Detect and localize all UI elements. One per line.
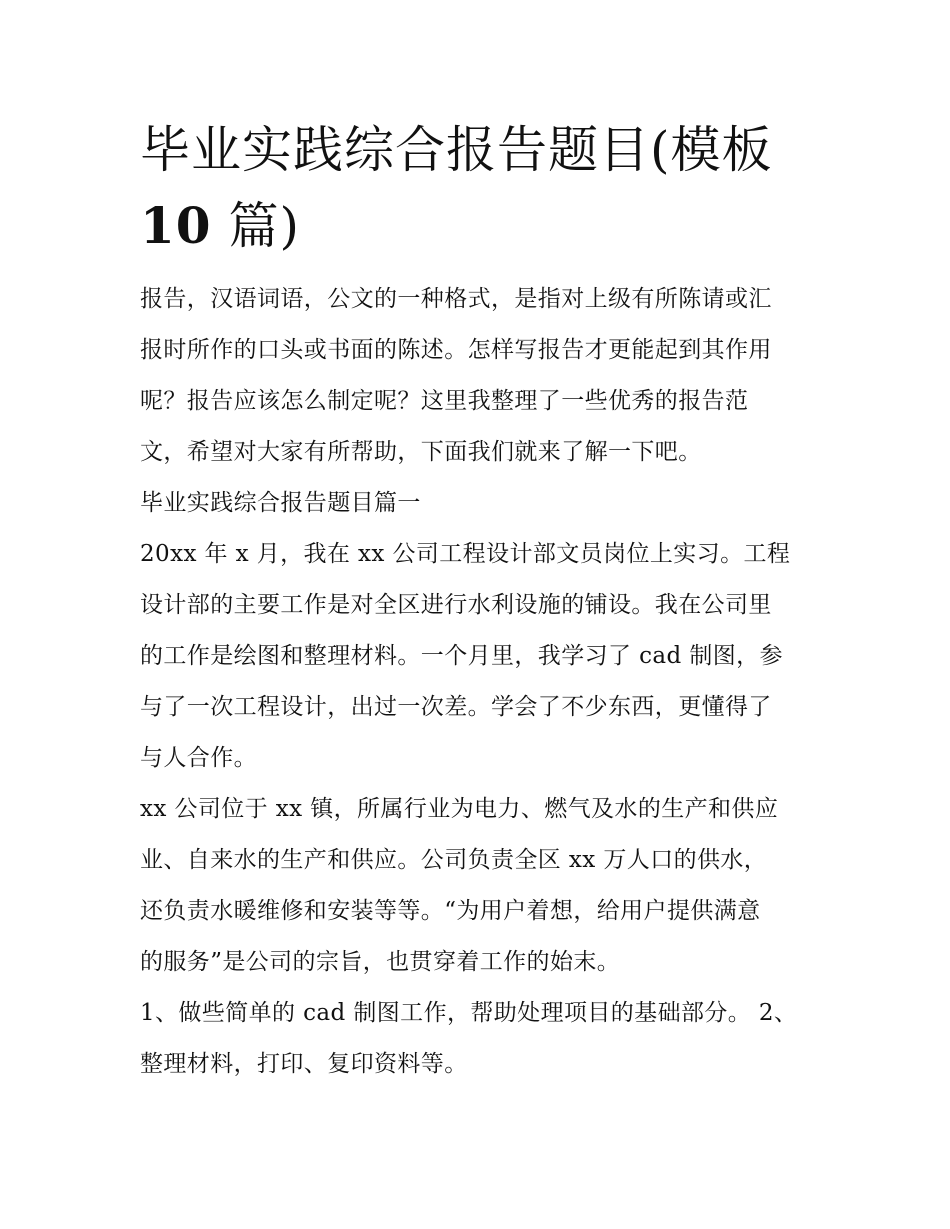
paragraph-line: 还负责水暖维修和安装等等。“为用户着想，给用户提供满意 bbox=[140, 898, 761, 924]
paragraph-line: 20xx 年 x 月，我在 xx 公司工程设计部文员岗位上实习。工程 bbox=[140, 541, 791, 567]
paragraph-2 bbox=[140, 784, 820, 988]
document-title bbox=[140, 112, 820, 264]
paragraph-line: 的服务”是公司的宗旨，也贯穿着工作的始末。 bbox=[140, 949, 621, 975]
title-line-2-rest: 篇) bbox=[211, 197, 300, 255]
paragraph-line: 业、自来水的生产和供应。公司负责全区 xx 万人口的供水， bbox=[140, 847, 768, 873]
paragraph-line: 的工作是绘图和整理材料。一个月里，我学习了 cad 制图，参 bbox=[140, 643, 783, 669]
paragraph-line: 整理材料，打印、复印资料等。 bbox=[140, 1051, 468, 1077]
paragraph-line: 与人合作。 bbox=[140, 745, 257, 771]
paragraph-3 bbox=[140, 988, 820, 1090]
intro-paragraph bbox=[140, 274, 820, 478]
paragraph-line: 与了一次工程设计，出过一次差。学会了不少东西，更懂得了 bbox=[140, 694, 772, 720]
paragraph-line: 设计部的主要工作是对全区进行水利设施的铺设。我在公司里 bbox=[140, 592, 772, 618]
intro-line: 文，希望对大家有所帮助，下面我们就来了解一下吧。 bbox=[140, 439, 702, 465]
title-line-1: 毕业实践综合报告题目(模板 bbox=[140, 121, 773, 179]
paragraph-line: 1、做些简单的 cad 制图工作，帮助处理项目的基础部分。 2、 bbox=[140, 1000, 798, 1026]
paragraph-line: xx 公司位于 xx 镇，所属行业为电力、燃气及水的生产和供应 bbox=[140, 796, 779, 822]
intro-line: 呢？报告应该怎么制定呢？这里我整理了一些优秀的报告范 bbox=[140, 388, 749, 414]
section-heading: 毕业实践综合报告题目篇一 bbox=[140, 490, 421, 516]
document-body bbox=[140, 112, 820, 1090]
title-number: 10 bbox=[140, 196, 212, 255]
intro-line: 报告，汉语词语，公文的一种格式，是指对上级有所陈请或汇 bbox=[140, 286, 772, 312]
paragraph-1 bbox=[140, 529, 820, 784]
intro-line: 报时所作的口头或书面的陈述。怎样写报告才更能起到其作用 bbox=[140, 337, 772, 363]
